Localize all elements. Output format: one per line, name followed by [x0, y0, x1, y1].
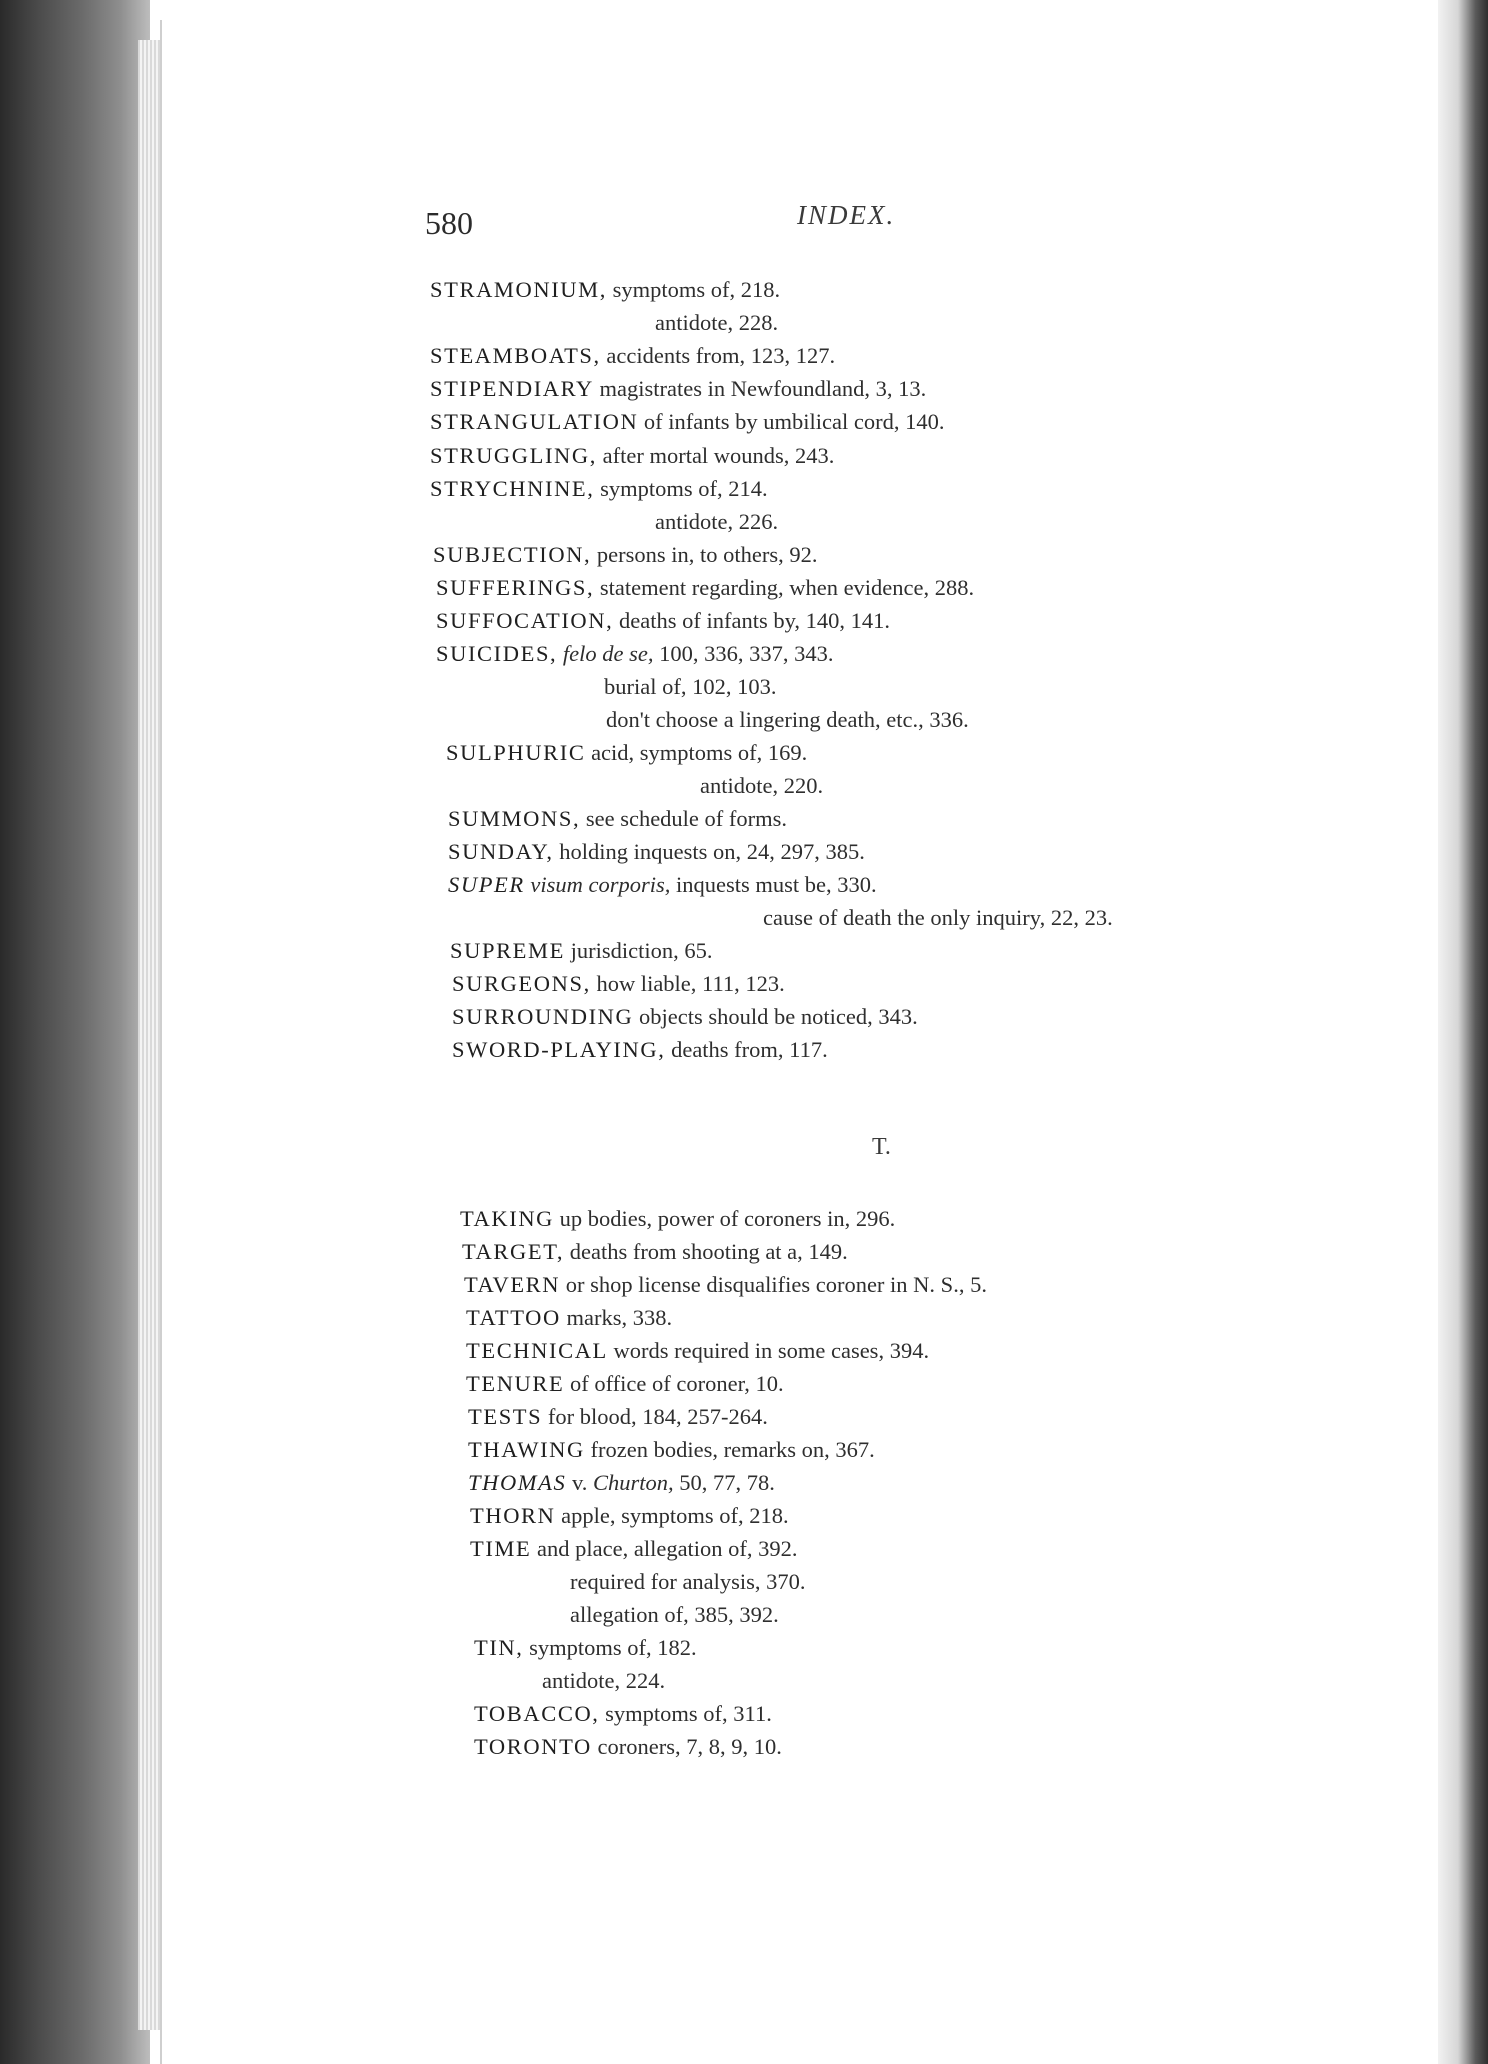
index-entry	[474, 1635, 697, 1661]
index-entry	[468, 1437, 875, 1463]
index-entry-detail: up bodies, power of coroners in, 296.	[554, 1206, 896, 1231]
index-entry	[430, 409, 945, 435]
index-entry-detail: statement regarding, when evidence, 288.	[594, 575, 975, 600]
index-entry-heading: SUPREME	[450, 938, 565, 963]
index-entry-text	[531, 1536, 797, 1561]
index-entry-heading: TATTOO	[466, 1305, 561, 1330]
index-entry-text	[591, 971, 785, 996]
index-entry-text	[595, 476, 768, 501]
index-entry-heading: STIPENDIARY	[430, 376, 594, 401]
index-entry-text	[566, 1470, 775, 1495]
index-entry-heading: TIME	[470, 1536, 532, 1561]
index-entry-heading: TESTS	[468, 1404, 543, 1429]
index-entry-heading: STEAMBOATS,	[430, 343, 601, 368]
index-entry-detail: marks, 338.	[560, 1305, 673, 1330]
index-entry	[468, 1470, 775, 1496]
index-entry-heading: SURROUNDING	[452, 1004, 634, 1029]
index-entry-text	[524, 1635, 697, 1660]
page-stack-edge	[138, 40, 160, 2030]
index-entry-heading: TECHNICAL	[466, 1338, 608, 1363]
index-entry	[474, 1734, 782, 1760]
index-entry-heading: STRYCHNINE,	[430, 476, 595, 501]
index-entry-text	[554, 1206, 895, 1231]
index-entry-italic: Churton,	[587, 1470, 674, 1495]
index-entry-detail: symptoms of, 311.	[599, 1701, 772, 1726]
index-entry-detail: antidote, 220.	[700, 773, 824, 798]
index-entry-heading: STRUGGLING,	[430, 443, 597, 468]
book-spine-edge	[0, 0, 150, 2064]
index-entry	[448, 872, 877, 898]
index-entry-detail: don't choose a lingering death, etc., 336.	[606, 707, 969, 732]
index-entry-heading: STRANGULATION	[430, 409, 639, 434]
index-entry-detail: deaths from, 117.	[665, 1037, 828, 1062]
index-entry	[462, 1239, 848, 1265]
index-entry	[436, 608, 890, 634]
index-entry	[433, 542, 817, 568]
index-entry-text	[557, 641, 833, 666]
index-entry-text	[665, 1037, 827, 1062]
index-entry-text	[554, 839, 865, 864]
index-entry-text	[613, 608, 890, 633]
index-entry-heading: THORN	[470, 1503, 556, 1528]
index-entry	[763, 905, 1113, 931]
index-entry-detail: v.	[566, 1470, 588, 1495]
index-entry-detail: magistrates in Newfoundland, 3, 13.	[593, 376, 927, 401]
index-entry	[474, 1701, 772, 1727]
index-entry	[448, 839, 865, 865]
index-entry	[570, 1569, 806, 1595]
index-entry	[466, 1371, 784, 1397]
index-entry-detail: accidents from, 123, 127.	[600, 343, 836, 368]
index-entry-detail: 50, 77, 78.	[673, 1470, 775, 1495]
index-entry-text	[570, 1602, 779, 1627]
index-entry-detail: objects should be noticed, 343.	[633, 1004, 918, 1029]
index-entry	[655, 509, 778, 535]
index-entry-text	[525, 872, 877, 897]
index-entry	[604, 674, 776, 700]
index-entry-heading: TAKING	[460, 1206, 555, 1231]
index-entry-text	[592, 1734, 782, 1759]
index-entry-text	[600, 1701, 772, 1726]
index-entry-detail: for blood, 184, 257-264.	[542, 1404, 768, 1429]
index-entry	[430, 343, 835, 369]
index-entry-heading: SWORD-PLAYING,	[452, 1037, 666, 1062]
index-entry-detail: symptoms of, 182.	[523, 1635, 697, 1660]
index-entry-detail: deaths of infants by, 140, 141.	[613, 608, 890, 633]
index-entry	[606, 707, 969, 733]
index-entry-heading: SURGEONS,	[452, 971, 591, 996]
index-entry-text	[560, 1272, 987, 1297]
index-entry-detail: acid, symptoms of, 169.	[585, 740, 808, 765]
index-entry-heading: SUFFOCATION,	[436, 608, 614, 633]
index-entry-detail: cause of death the only inquiry, 22, 23.	[763, 905, 1113, 930]
index-entry-detail: antidote, 226.	[655, 509, 779, 534]
index-entry-text	[564, 1239, 848, 1264]
index-entry-detail: see schedule of forms.	[580, 806, 788, 831]
index-entry	[466, 1305, 672, 1331]
index-entry-heading: SUMMONS,	[448, 806, 581, 831]
index-entry-detail: symptoms of, 214.	[594, 476, 768, 501]
index-entry-italic: visum corporis,	[524, 872, 671, 897]
index-entry-detail: antidote, 224.	[542, 1668, 666, 1693]
index-entry-detail: how liable, 111, 123.	[590, 971, 785, 996]
index-entry-heading: SUICIDES,	[436, 641, 558, 666]
index-entry-detail: apple, symptoms of, 218.	[555, 1503, 789, 1528]
index-entry	[470, 1503, 789, 1529]
index-entry-text	[556, 1503, 789, 1528]
index-entry-heading: TIN,	[474, 1635, 524, 1660]
index-entry-detail: coroners, 7, 8, 9, 10.	[591, 1734, 782, 1759]
index-entry	[430, 476, 768, 502]
running-head: INDEX.	[797, 200, 896, 230]
index-entry-text	[607, 277, 780, 302]
index-entry	[468, 1404, 768, 1430]
index-entry-text	[591, 542, 817, 567]
index-entry-text	[565, 938, 713, 963]
index-entry-text	[585, 1437, 875, 1462]
index-entry-text	[580, 806, 787, 831]
index-entry-text	[638, 409, 944, 434]
index-entry-heading: SUPER	[448, 872, 525, 897]
index-entry-text	[606, 707, 969, 732]
index-entry-text	[585, 740, 807, 765]
index-entry-heading: TENURE	[466, 1371, 565, 1396]
index-entry	[570, 1602, 779, 1628]
index-entry-detail: inquests must be, 330.	[670, 872, 877, 897]
index-entry-heading: TOBACCO,	[474, 1701, 600, 1726]
index-entry	[448, 806, 787, 832]
index-entry-text	[594, 575, 974, 600]
index-entry	[655, 310, 778, 336]
index-entry-detail: burial of, 102, 103.	[604, 674, 777, 699]
index-entry-text	[601, 343, 835, 368]
index-entry	[700, 773, 823, 799]
index-entry-text	[604, 674, 776, 699]
section-letter: T.	[872, 1134, 891, 1160]
index-entry	[464, 1272, 987, 1298]
index-entry-detail: allegation of, 385, 392.	[570, 1602, 779, 1627]
index-entry	[470, 1536, 798, 1562]
index-entry-detail: 100, 336, 337, 343.	[653, 641, 834, 666]
index-entry	[450, 938, 712, 964]
index-entry-detail: frozen bodies, remarks on, 367.	[584, 1437, 875, 1462]
index-entry-heading: TAVERN	[464, 1272, 561, 1297]
index-entry-text	[655, 310, 778, 335]
index-entry-text	[608, 1338, 929, 1363]
index-entry-heading: TORONTO	[474, 1734, 592, 1759]
index-entry	[452, 971, 785, 997]
index-entry-italic: felo de se,	[557, 641, 654, 666]
index-entry	[452, 1037, 828, 1063]
index-entry-heading: SUFFERINGS,	[436, 575, 595, 600]
index-entry-text	[700, 773, 823, 798]
index-entry-detail: required for analysis, 370.	[570, 1569, 806, 1594]
index-entry-text	[597, 443, 834, 468]
index-entry-detail: of office of coroner, 10.	[564, 1371, 784, 1396]
page-number: 580	[425, 205, 473, 241]
facing-page-edge	[1438, 0, 1488, 2064]
index-entry-detail: holding inquests on, 24, 297, 385.	[553, 839, 865, 864]
index-entry-detail: of infants by umbilical cord, 140.	[638, 409, 945, 434]
index-entry-text	[763, 905, 1113, 930]
index-entry-text	[542, 1668, 665, 1693]
index-entry	[460, 1206, 895, 1232]
index-entry	[436, 575, 974, 601]
index-entry-heading: SUBJECTION,	[433, 542, 592, 567]
index-entry	[466, 1338, 929, 1364]
index-entry-heading: SULPHURIC	[446, 740, 586, 765]
index-entry-detail: words required in some cases, 394.	[607, 1338, 930, 1363]
index-entry-text	[633, 1004, 917, 1029]
index-entry	[430, 376, 926, 402]
index-entry	[430, 277, 780, 303]
index-entry	[446, 740, 807, 766]
index-entry	[430, 443, 834, 469]
index-entry-detail: and place, allegation of, 392.	[531, 1536, 798, 1561]
index-entry-heading: STRAMONIUM,	[430, 277, 607, 302]
index-entry-text	[570, 1569, 806, 1594]
index-entry-text	[564, 1371, 783, 1396]
index-entry-text	[542, 1404, 768, 1429]
index-entry-heading: TARGET,	[462, 1239, 565, 1264]
index-entry-detail: antidote, 228.	[655, 310, 779, 335]
index-entry-text	[561, 1305, 672, 1330]
index-entry-detail: after mortal wounds, 243.	[596, 443, 835, 468]
index-entry-detail: or shop license disqualifies coroner in N. S., 5.	[560, 1272, 987, 1297]
index-entry-detail: symptoms of, 218.	[607, 277, 781, 302]
index-entry-text	[655, 509, 778, 534]
index-entry	[436, 641, 834, 667]
index-entry-detail: jurisdiction, 65.	[564, 938, 713, 963]
index-entry-heading: THOMAS	[468, 1470, 567, 1495]
index-entry-heading: SUNDAY,	[448, 839, 554, 864]
index-entry	[542, 1668, 665, 1694]
index-entry	[452, 1004, 918, 1030]
index-entry-detail: deaths from shooting at a, 149.	[564, 1239, 848, 1264]
index-entry-detail: persons in, to others, 92.	[591, 542, 818, 567]
index-entry-heading: THAWING	[468, 1437, 585, 1462]
index-entry-text	[594, 376, 926, 401]
